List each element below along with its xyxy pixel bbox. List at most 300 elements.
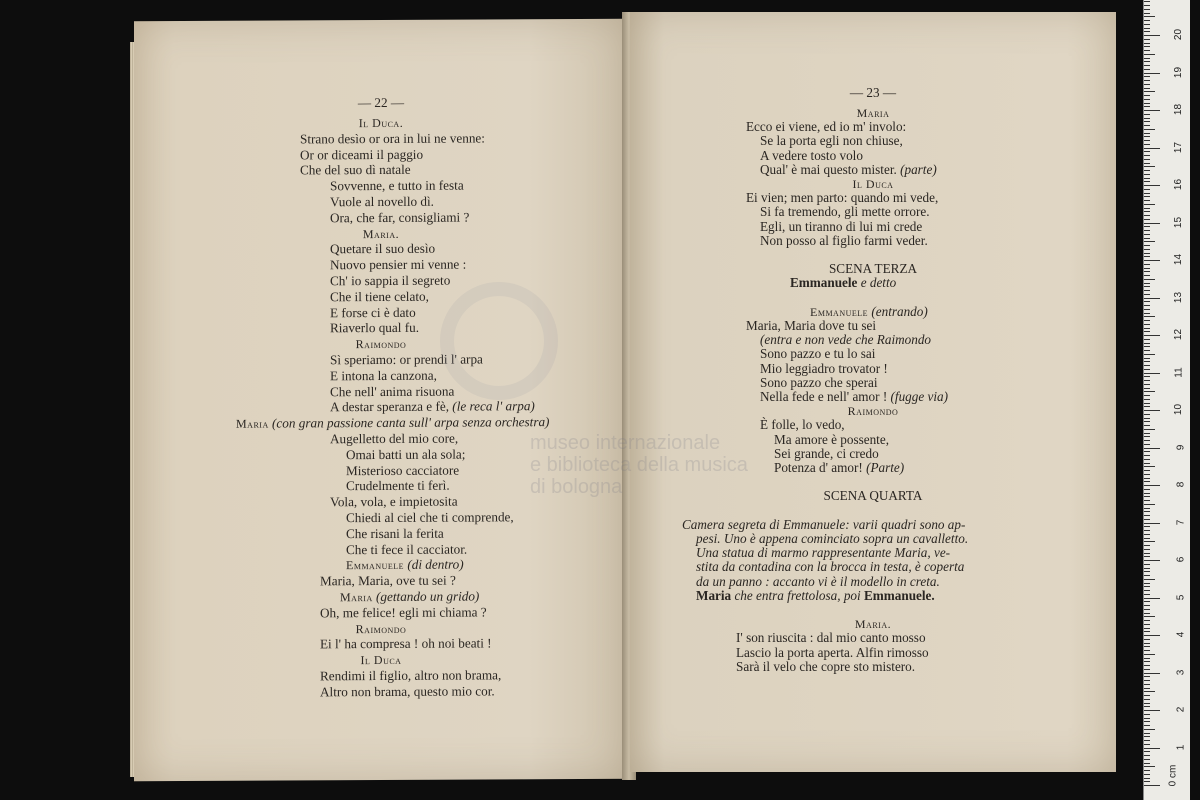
text-line	[682, 518, 965, 532]
text-line	[134, 620, 628, 637]
ruler-tick	[1144, 729, 1155, 730]
line-text: Rendimi il figlio, altro non brama,	[320, 667, 502, 684]
line-text: Una statua di marmo rappresentante Maria, ve-	[696, 545, 951, 561]
ruler-tick	[1144, 328, 1150, 329]
line-text: Sovvenne, e tutto in festa	[330, 177, 464, 194]
ruler-tick	[1144, 35, 1160, 36]
line-text: pesi. Uno è appena cominciato sopra un cavalletto.	[696, 531, 969, 546]
ruler-tick	[1144, 444, 1150, 445]
line-text: E forse ci è dato	[330, 304, 416, 320]
text-line	[330, 179, 464, 193]
ruler-number: 20	[1172, 28, 1184, 41]
line-text: Sarà il velo che copre sto mistero.	[736, 658, 916, 674]
ruler-tick	[1144, 545, 1150, 546]
line-text: Vuole al novello dì.	[330, 193, 434, 210]
line-text: Sono pazzo che sperai	[760, 374, 878, 390]
ruler-tick	[1144, 496, 1150, 497]
ruler-tick	[1144, 103, 1150, 104]
ruler-tick	[1144, 680, 1150, 681]
ruler-number: 17	[1172, 141, 1184, 153]
text-line	[330, 400, 535, 415]
line-text: Sì speriamo: or prendi l' arpa	[330, 351, 483, 368]
ruler-tick	[1144, 211, 1150, 212]
ruler-tick	[1144, 669, 1150, 670]
text-line	[760, 376, 878, 390]
text-line	[760, 134, 903, 148]
ruler-tick	[1144, 234, 1150, 235]
ruler-tick	[1144, 290, 1150, 291]
ruler-tick	[1144, 459, 1150, 460]
text-line	[300, 147, 423, 161]
ruler-tick	[1144, 594, 1150, 595]
line-text: Che risani la ferita	[346, 525, 444, 541]
left-page	[134, 19, 628, 782]
ruler-number: 14	[1172, 253, 1184, 266]
ruler-tick	[1144, 286, 1150, 287]
ruler-tick	[1144, 466, 1155, 467]
ruler-tick	[1144, 684, 1150, 685]
ruler-number: 11	[1173, 366, 1185, 378]
ruler-tick	[1144, 695, 1150, 696]
ruler-tick	[1144, 148, 1160, 149]
ruler-tick	[1144, 493, 1150, 494]
character-name: Emmanuele.	[864, 587, 935, 603]
ruler-tick	[1144, 301, 1150, 302]
ruler-tick	[1144, 46, 1150, 47]
ruler-tick	[1144, 346, 1150, 347]
line-text: Raimondo	[355, 337, 407, 352]
ruler-tick	[1144, 661, 1150, 662]
ruler-tick	[1144, 13, 1150, 14]
text-line	[346, 558, 464, 573]
ruler-tick	[1144, 313, 1150, 314]
ruler-tick	[1144, 196, 1150, 197]
ruler-tick	[1144, 560, 1160, 561]
ruler-tick	[1144, 151, 1150, 152]
ruler-tick	[1144, 736, 1150, 737]
ruler-tick	[1144, 639, 1150, 640]
line-text: Egli, un tiranno di lui mi crede	[760, 218, 923, 234]
ruler-tick	[1144, 478, 1150, 479]
ruler-tick	[1144, 238, 1150, 239]
text-line	[320, 668, 501, 683]
ruler-tick	[1144, 418, 1150, 419]
line-text: Il Duca.	[358, 115, 404, 131]
ruler-tick	[1144, 575, 1150, 576]
stage-direction: che entra frettolosa, poi	[731, 587, 864, 603]
line-text: Mio leggiadro trovator !	[760, 360, 888, 376]
line-text: Riaverlo qual fu.	[330, 320, 419, 336]
ruler-tick	[1144, 283, 1150, 284]
text-line	[346, 526, 444, 540]
ruler-tick	[1144, 519, 1150, 520]
text-line	[746, 120, 906, 134]
ruler-tick	[1144, 759, 1150, 760]
line-text: I' son riuscita : dal mio canto mosso	[736, 630, 926, 646]
ruler-tick	[1144, 601, 1150, 602]
ruler-tick	[1144, 88, 1150, 89]
line-text: Che il tiene celato,	[330, 288, 429, 305]
ruler-tick	[1144, 534, 1150, 535]
watermark-line-2: e biblioteca della musica	[530, 454, 748, 476]
ruler-tick	[1144, 106, 1150, 107]
ruler-number: 2	[1175, 706, 1187, 713]
text-line	[746, 319, 876, 333]
text-line	[760, 163, 937, 177]
ruler-tick	[1144, 616, 1155, 617]
text-line	[300, 163, 411, 177]
ruler-tick	[1144, 136, 1150, 137]
text-line	[630, 404, 1116, 419]
ruler-tick	[1144, 309, 1150, 310]
ruler-tick	[1144, 508, 1150, 509]
text-line	[774, 447, 879, 461]
ruler-tick	[1144, 440, 1150, 441]
ruler-tick	[1144, 54, 1155, 55]
ruler-tick	[1144, 511, 1150, 512]
ruler-tick	[1144, 410, 1160, 411]
ruler-tick	[1144, 208, 1150, 209]
line-text: Raimondo	[355, 621, 407, 636]
text-line	[630, 262, 1116, 276]
ruler-tick	[1144, 706, 1150, 707]
ruler-tick	[1144, 665, 1150, 666]
ruler-tick	[1144, 515, 1150, 516]
ruler-tick	[1144, 125, 1150, 126]
stage-direction: (entrando)	[868, 303, 928, 319]
ruler-tick	[1144, 485, 1160, 486]
ruler-tick	[1144, 129, 1155, 130]
stage-direction: (di dentro)	[404, 556, 464, 573]
line-text: Emmanuele	[810, 304, 869, 319]
ruler-tick	[1144, 710, 1160, 711]
ruler-tick	[1144, 320, 1150, 321]
text-line	[760, 347, 875, 361]
ruler-tick	[1144, 76, 1150, 77]
stage-direction: (gettando un grido)	[372, 588, 480, 605]
ruler-tick	[1144, 463, 1150, 464]
line-text: Maria, Maria dove tu sei	[746, 318, 877, 333]
ruler-tick	[1144, 1, 1150, 2]
text-line	[134, 652, 628, 669]
line-text: stita da contadina con la brocca in testa, è coperta	[696, 559, 965, 575]
ruler-tick	[1144, 391, 1155, 392]
ruler-tick	[1144, 365, 1150, 366]
ruler-tick	[1144, 279, 1155, 280]
ruler-tick	[1144, 61, 1150, 62]
line-text: Ei l' ha compresa ! oh noi beati !	[320, 635, 492, 652]
line-text: Ora, che far, consigliami ?	[330, 209, 470, 226]
ruler-tick	[1144, 568, 1150, 569]
ruler-tick	[1144, 474, 1150, 475]
text-line	[696, 546, 950, 560]
text-line	[346, 542, 467, 556]
line-text: Or or diceami il paggio	[300, 146, 424, 163]
ruler-number: 19	[1172, 66, 1184, 78]
line-text: Che del suo dì natale	[300, 162, 411, 178]
ruler-tick	[1144, 215, 1150, 216]
text-line	[330, 210, 469, 224]
line-text: Maria	[340, 590, 373, 605]
ruler-number: 6	[1175, 556, 1187, 563]
ruler-tick	[1144, 523, 1160, 524]
text-line	[330, 321, 419, 335]
line-text: Maria	[236, 416, 269, 431]
ruler-tick	[1144, 433, 1150, 434]
ruler-tick	[1144, 178, 1150, 179]
ruler-tick	[1144, 766, 1155, 767]
watermark-text	[530, 432, 748, 498]
ruler-tick	[1144, 451, 1150, 452]
ruler-tick	[1144, 121, 1150, 122]
line-text: A destar speranza e fè,	[330, 399, 449, 415]
ruler-tick	[1144, 50, 1150, 51]
ruler-tick	[1144, 305, 1150, 306]
ruler-tick	[1144, 673, 1160, 674]
line-text: Omai batti un ala sola;	[346, 446, 466, 462]
ruler-tick	[1144, 65, 1150, 66]
line-text: E intona la canzona,	[330, 367, 437, 384]
ruler-number: 8	[1175, 481, 1187, 488]
ruler-tick	[1144, 43, 1150, 44]
text-line	[320, 605, 487, 619]
line-text: Emmanuele	[790, 275, 858, 291]
line-text: Il Duca	[852, 177, 894, 191]
text-line	[134, 115, 628, 132]
line-text: Ecco ei viene, ed io m' involo:	[746, 119, 907, 135]
text-line	[696, 589, 935, 603]
ruler-number: 4	[1175, 631, 1187, 638]
ruler-tick	[1144, 343, 1150, 344]
ruler-tick	[1144, 110, 1160, 111]
ruler-tick	[1144, 20, 1150, 21]
text-line	[346, 447, 465, 461]
page-number-left: — 22 —	[357, 94, 405, 111]
ruler-tick	[1144, 785, 1160, 786]
ruler-tick	[1144, 298, 1160, 299]
line-text: Sono pazzo e tu lo sai	[760, 346, 876, 362]
line-text: Ei vien; men parto: quando mi vede,	[746, 190, 939, 206]
ruler-tick	[1144, 339, 1150, 340]
text-line	[760, 234, 928, 248]
line-text: da un panno : accanto vi è il modello in creta.	[696, 573, 940, 589]
ruler-tick	[1144, 249, 1150, 250]
ruler-tick	[1144, 605, 1150, 606]
line-text: Non posso al figlio farmi veder.	[760, 232, 928, 248]
ruler-number: 7	[1175, 519, 1187, 525]
ruler-tick	[1144, 553, 1150, 554]
ruler-tick	[1144, 245, 1150, 246]
ruler-tick	[1144, 721, 1150, 722]
text-line	[760, 149, 863, 163]
ruler-tick	[1144, 688, 1150, 689]
stage-direction: (con gran passione canta sull' arpa senza orchestra)	[268, 414, 550, 431]
ruler-tick	[1144, 590, 1150, 591]
watermark-line-3: di bologna	[530, 476, 623, 498]
ruler-tick	[1144, 84, 1150, 85]
ruler-tick	[1144, 16, 1155, 17]
ruler-tick	[1144, 650, 1150, 651]
ruler-tick	[1144, 80, 1150, 81]
ruler-tick	[1144, 609, 1150, 610]
ruler-tick	[1144, 189, 1150, 190]
text-line	[790, 276, 896, 290]
text-line	[330, 195, 434, 209]
ruler-tick	[1144, 316, 1155, 317]
ruler-unit: 0 cm	[1167, 764, 1179, 787]
ruler-tick	[1144, 658, 1150, 659]
ruler-tick	[1144, 39, 1150, 40]
ruler-tick	[1144, 380, 1150, 381]
ruler-tick	[1144, 489, 1150, 490]
ruler-tick	[1144, 9, 1150, 10]
ruler-tick	[1144, 358, 1150, 359]
text-line	[330, 290, 429, 304]
ruler-tick	[1144, 324, 1150, 325]
line-text: A vedere tosto volo	[760, 147, 863, 163]
ruler-tick	[1144, 414, 1150, 415]
text-line	[746, 191, 938, 205]
ruler-tick	[1144, 421, 1150, 422]
ruler-tick	[1144, 763, 1150, 764]
ruler-tick	[1144, 526, 1150, 527]
ruler-tick	[1144, 91, 1155, 92]
ruler-tick	[1144, 144, 1150, 145]
line-text: Altro non brama, questo mio cor.	[320, 683, 495, 700]
ruler-tick	[1144, 166, 1155, 167]
line-text: Se la porta egli non chiuse,	[760, 133, 903, 149]
stage-direction: (le reca l' arpa)	[449, 398, 535, 415]
ruler-tick	[1144, 350, 1150, 351]
line-text: Maria, Maria, ove tu sei ?	[320, 572, 456, 589]
ruler-tick	[1144, 354, 1155, 355]
ruler-tick	[1144, 755, 1150, 756]
ruler-tick	[1144, 230, 1150, 231]
ruler-tick	[1144, 455, 1150, 456]
line-text: Raimondo	[847, 404, 899, 419]
text-line	[774, 433, 889, 447]
line-text: Si fa tremendo, gli mette orrore.	[760, 204, 930, 220]
ruler-tick	[1144, 583, 1150, 584]
ruler-tick	[1144, 335, 1160, 336]
ruler-number: 15	[1172, 216, 1184, 228]
ruler-tick	[1144, 361, 1150, 362]
ruler-tick	[1144, 384, 1150, 385]
ruler-tick	[1144, 5, 1150, 6]
line-text: Strano desìo or ora in lui ne venne:	[300, 130, 485, 147]
ruler-tick	[1144, 264, 1150, 265]
stage-direction: e detto	[857, 275, 897, 291]
ruler-tick	[1144, 676, 1150, 677]
ruler-tick	[1144, 275, 1150, 276]
ruler-tick	[1144, 643, 1150, 644]
text-line	[736, 660, 915, 674]
ruler-tick	[1144, 133, 1150, 134]
ruler-tick	[1144, 774, 1150, 775]
ruler-tick	[1144, 624, 1150, 625]
text-line	[760, 205, 930, 219]
ruler-tick	[1144, 538, 1150, 539]
ruler-tick	[1144, 99, 1150, 100]
ruler-tick	[1144, 436, 1150, 437]
ruler-tick	[1144, 193, 1150, 194]
ruler-tick	[1144, 31, 1150, 32]
line-text: Augelletto del mio core,	[330, 430, 459, 447]
ruler-tick	[1144, 155, 1150, 156]
ruler-tick	[1144, 226, 1150, 227]
ruler-tick	[1144, 631, 1150, 632]
line-text: Maria.	[362, 226, 400, 241]
ruler-tick	[1144, 635, 1160, 636]
text-line	[330, 258, 466, 272]
right-page	[530, 12, 1116, 772]
ruler-tick	[1144, 448, 1160, 449]
ruler-tick	[1144, 646, 1150, 647]
line-text: Sei grande, ci credo	[774, 445, 879, 461]
line-text: Ch' io sappia il segreto	[330, 272, 451, 289]
ruler-tick	[1144, 541, 1155, 542]
text-line	[320, 637, 492, 651]
text-line	[330, 432, 458, 446]
text-line	[760, 333, 931, 347]
stage-direction: (parte)	[896, 161, 937, 177]
ruler-tick	[1144, 395, 1150, 396]
ruler-number: 5	[1175, 594, 1187, 600]
ruler-tick	[1144, 253, 1150, 254]
ruler-number: 1	[1175, 744, 1187, 750]
ruler-number: 9	[1175, 444, 1187, 450]
text-line	[736, 631, 926, 645]
ruler-tick	[1144, 725, 1150, 726]
ruler-tick	[1144, 219, 1150, 220]
ruler-tick	[1144, 28, 1150, 29]
text-line	[346, 510, 514, 524]
ruler-tick	[1144, 733, 1150, 734]
ruler-tick	[1144, 740, 1150, 741]
ruler-tick	[1144, 654, 1155, 655]
line-text: Lascio la porta aperta. Alfin rimosso	[736, 644, 929, 660]
line-text: Quetare il suo desìo	[330, 241, 436, 257]
line-text: È folle, lo vedo,	[760, 417, 845, 433]
ruler-tick	[1144, 556, 1150, 557]
ruler-tick	[1144, 241, 1155, 242]
text-line	[736, 646, 929, 660]
ruler-tick	[1144, 691, 1155, 692]
line-text: Chiedi al ciel che ti comprende,	[346, 509, 514, 526]
watermark-logo	[440, 282, 558, 400]
ruler-tick	[1144, 718, 1150, 719]
ruler-tick	[1144, 571, 1150, 572]
ruler-tick	[1144, 425, 1150, 426]
ruler-tick	[1144, 429, 1155, 430]
ruler-tick	[1144, 530, 1150, 531]
ruler-tick	[1144, 268, 1150, 269]
ruler-tick	[1144, 751, 1150, 752]
text-line	[330, 384, 454, 398]
line-text: Maria	[856, 106, 890, 120]
ruler-tick	[1144, 388, 1150, 389]
ruler-number: 10	[1172, 403, 1184, 416]
text-line	[330, 369, 437, 383]
line-text: SCENA TERZA	[828, 261, 918, 277]
ruler-tick	[1144, 403, 1150, 404]
text-line	[760, 418, 845, 432]
ruler-tick	[1144, 714, 1150, 715]
text-line	[346, 479, 450, 493]
line-text: SCENA QUARTA	[823, 488, 923, 504]
line-text: Vola, vola, e impietosita	[330, 493, 458, 510]
ruler-number: 16	[1172, 178, 1184, 191]
